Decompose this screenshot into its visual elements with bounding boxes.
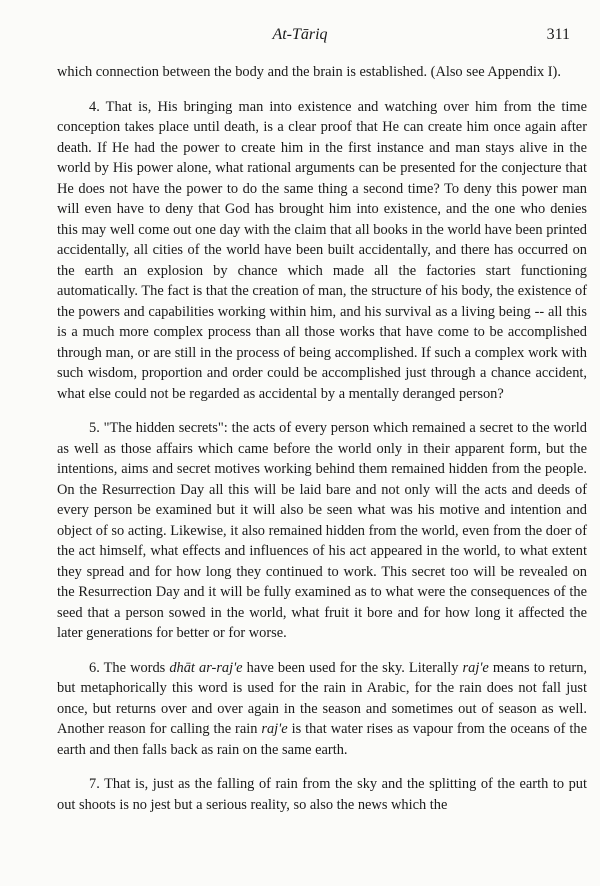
note-6-text-d: is that water rises as vapour from the oceans of the earth and then falls back as rain on the same earth.: [57, 721, 587, 758]
term-raje: raj'e: [462, 659, 489, 676]
body-text: [57, 62, 587, 829]
note-4-paragraph: 4. That is, His bringing man into existence and watching over him from the time conception takes place until death, is a clear proof that He can create him once again after death. If He had the power to create him in the first instance and man stays alive in the world by His power alone, what rational arguments can be presented for the conjecture that He does not have the power to do the same thing a second time? To deny this power man will even have to deny that God has brought him into existence, and the one who denies this may well come out one day with the claim that all books in the world have been printed accidentally, all cities of the world have been built accidentally, and there has occurred on the earth an explosion by chance which made all the factories start functioning automatically. The fact is that the creation of man, the structure of his body, the existence of the powers and capabilities working within him, and his survival as a living being -- all this is a much more complex process than all those works that have come to be accomplished through man, or are still in the process of being accomplished. If such a complex work with such wisdom, proportion and order could be accomplished just through a chance accident, what else could not be regarded as accidental by a mentally deranged person?: [57, 98, 587, 402]
running-title: At-Tāriq: [272, 26, 328, 43]
note-6-text-c: means to return, but metaphorically this word is used for the rain in Arabic, for the rain does not fall just once, but returns over and over again in the season and sometimes out of season as well. Another reason for calling the rain: [57, 659, 587, 737]
term-raje-2: raj'e: [261, 721, 288, 737]
note-6-text-b: have been used for the sky. Literally: [242, 659, 463, 676]
page-number: 311: [546, 26, 570, 43]
page-header: [0, 22, 600, 52]
paragraph-continuation: which connection between the body and the brain is established. (Also see Appendix I).: [57, 64, 561, 80]
note-6-paragraph: [57, 658, 587, 761]
note-6-text-a: 6. The words: [89, 659, 170, 676]
term-dhat-ar-raje: dhāt ar-raj'e: [169, 659, 243, 676]
note-5-paragraph: 5. "The hidden secrets": the acts of every person which remained a secret to the world as well as those affairs which came before the world only in their apparent form, but the intentions, aims and secret motives working behind them remained hidden from the people. On the Resurrection Day all this will be laid bare and not only will the acts and deeds of every person be examined but it will also be seen what was his motive and intention and object of so acting. Likewise, it also remained hidden from the world, even from the doer of the act himself, what effects and influences of his act appeared in the world, to what extent they spread and for how long they continued to work. This secret too will be revealed on the Resurrection Day and it will be fully examined as to what were the consequences of the seed that a person sowed in the world, what fruit it bore and for how long it affected the later generations for better or for worse.: [57, 420, 587, 641]
note-7-paragraph: 7. That is, just as the falling of rain from the sky and the splitting of the earth to put out shoots is no jest but a serious reality, so also the news which the: [57, 776, 587, 813]
